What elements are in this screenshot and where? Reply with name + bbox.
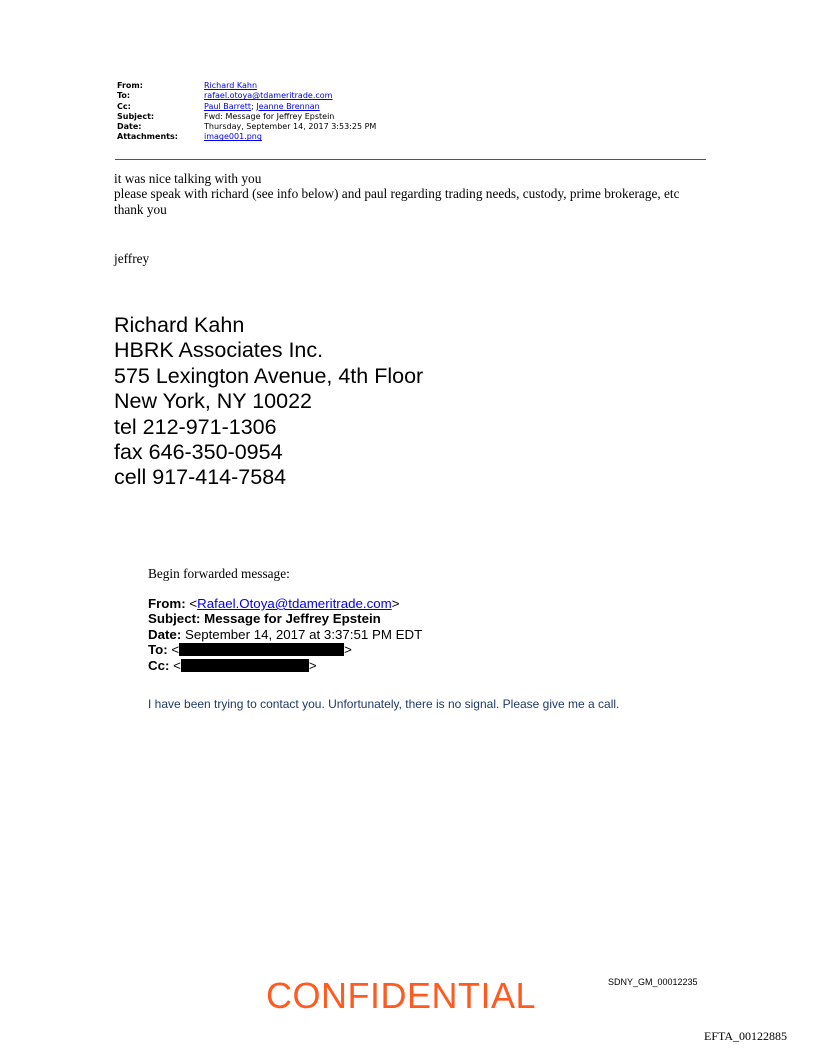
fwd-to-close: > <box>344 642 352 658</box>
header-from-row <box>117 81 376 91</box>
header-to-row <box>117 91 376 101</box>
attachment-link[interactable]: image001.png <box>204 132 262 142</box>
signature-cell: cell 917-414-7584 <box>114 465 287 490</box>
email-header <box>117 81 376 143</box>
header-to-link[interactable]: rafael.otoya@tdameritrade.com <box>204 91 333 101</box>
fwd-cc-row <box>148 658 422 673</box>
header-date-label: Date: <box>117 122 142 132</box>
fwd-cc-label: Cc: <box>148 657 170 673</box>
forwarded-header <box>148 596 422 673</box>
fwd-to-label: To: <box>148 642 168 658</box>
header-subject-value: Fwd: Message for Jeffrey Epstein <box>204 111 335 121</box>
fwd-subject-value: Message for Jeffrey Epstein <box>204 611 381 627</box>
confidential-stamp: CONFIDENTIAL <box>266 975 537 1016</box>
fwd-subject-label: Subject: <box>148 611 201 627</box>
header-attachments-label: Attachments: <box>117 132 178 142</box>
redaction-bar <box>179 643 344 656</box>
efta-number: EFTA_00122885 <box>704 1029 788 1043</box>
forwarded-message-text: I have been trying to contact you. Unfortunately, there is no signal. Please give me a call. <box>148 697 620 711</box>
signature-company: HBRK Associates Inc. <box>114 338 324 363</box>
header-from-link[interactable]: Richard Kahn <box>204 81 258 90</box>
fwd-from-email-link[interactable]: Rafael.Otoya@tdameritrade.com <box>197 596 392 611</box>
header-attachments-row <box>117 132 376 142</box>
body-line-2: please speak with richard (see info below) and paul regarding trading needs, custody, prime brokerage, etc <box>114 186 680 202</box>
fwd-from-close: > <box>391 596 400 611</box>
body-line-3: thank you <box>114 201 167 217</box>
bates-number: SDNY_GM_00012235 <box>608 977 698 987</box>
fwd-date-label: Date: <box>148 626 182 642</box>
header-cc-label: Cc: <box>117 101 131 111</box>
header-cc-separator: ; <box>251 101 254 111</box>
header-cc-row <box>117 102 376 112</box>
redaction-bar <box>181 659 309 672</box>
fwd-to-open: < <box>171 642 180 658</box>
fwd-date-row <box>148 627 422 642</box>
body-line-1: it was nice talking with you <box>114 171 262 186</box>
fwd-from-label: From: <box>148 596 186 611</box>
signature-name: Richard Kahn <box>114 313 245 337</box>
header-divider <box>115 159 706 160</box>
header-cc-link-1[interactable]: Paul Barrett <box>204 101 252 111</box>
forwarded-intro: Begin forwarded message: <box>148 566 290 581</box>
header-date-value: Thursday, September 14, 2017 3:53:25 PM <box>204 122 377 132</box>
signature-block <box>114 313 423 491</box>
header-date-row <box>117 122 376 132</box>
body-signoff: jeffrey <box>114 251 150 266</box>
header-from-label: From: <box>117 81 143 90</box>
fwd-from-row <box>148 596 422 611</box>
header-subject-label: Subject: <box>117 111 155 121</box>
signature-tel: tel 212-971-1306 <box>114 414 277 439</box>
header-subject-row <box>117 112 376 122</box>
signature-address-2: New York, NY 10022 <box>114 389 313 414</box>
signature-address-1: 575 Lexington Avenue, 4th Floor <box>114 363 424 388</box>
fwd-subject-row <box>148 611 422 626</box>
header-to-label: To: <box>117 91 131 101</box>
header-cc-link-2[interactable]: Jeanne Brennan <box>256 101 320 111</box>
fwd-date-value: September 14, 2017 at 3:37:51 PM EDT <box>184 626 423 642</box>
message-body <box>114 171 714 217</box>
fwd-from-open: < <box>189 596 198 611</box>
fwd-cc-close: > <box>308 657 317 673</box>
signature-fax: fax 646-350-0954 <box>114 440 283 465</box>
fwd-cc-open: < <box>173 657 181 673</box>
fwd-to-row <box>148 642 422 657</box>
